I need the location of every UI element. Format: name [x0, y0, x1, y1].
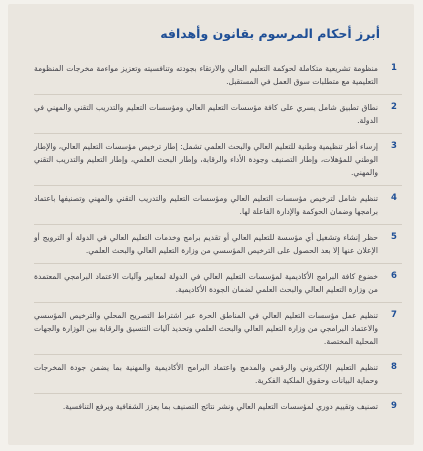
- item-number: 1: [391, 63, 397, 73]
- list-item: [34, 192, 402, 218]
- page-title: أبرز أحكام المرسوم بقانون وأهدافه: [160, 26, 380, 41]
- divider: [34, 224, 402, 225]
- list-item: [34, 309, 402, 348]
- provisions-list: [34, 62, 402, 419]
- item-text: إرساء أطر تنظيمية وطنية للتعليم العالي والبحث العلمي تشمل: إطار ترخيص مؤسسات التعليم العالي، والإطار الوطني للمؤهلات، وإطار التصنيف وجودة الأداء والرقابة، وإطار البحث العلمي، وإطار التعليم والتدريب التقني والمهني.: [34, 142, 378, 177]
- list-item: [34, 270, 402, 296]
- item-text: منظومة تشريعية متكاملة لحوكمة التعليم العالي والارتقاء بجودته وتنافسيته وتعزيز مواءمة مخرجات المنظومة التعليمية مع متطلبات سوق العمل في المستقبل.: [34, 64, 378, 86]
- item-number: 8: [391, 362, 397, 372]
- list-item: [34, 400, 402, 413]
- item-text: حظر إنشاء وتشغيل أي مؤسسة للتعليم العالي أو تقديم برامج وخدمات التعليم العالي في الدولة أو الترويج أو الإعلان عنها إلا بعد الحصول على الترخيص المؤسسي من وزارة التعليم العالي والبحث العلمي.: [34, 233, 378, 255]
- divider: [34, 263, 402, 264]
- divider: [34, 185, 402, 186]
- divider: [34, 302, 402, 303]
- item-text: تنظيم عمل مؤسسات التعليم العالي في المناطق الحرة عبر اشتراط التصريح المحلي والترخيص المؤسسي والاعتماد البرامجي من وزارة التعليم العالي والبحث العلمي وتحديد آليات التنسيق والرقابة بين الوزارة والجهات المحلية المختصة.: [34, 311, 378, 346]
- item-number: 4: [391, 193, 397, 203]
- list-item: [34, 140, 402, 179]
- list-item: [34, 62, 402, 88]
- divider: [34, 133, 402, 134]
- item-text: تصنيف وتقييم دوري لمؤسسات التعليم العالي ونشر نتائج التصنيف بما يعزز الشفافية ويرفع التنافسية.: [62, 402, 378, 411]
- item-number: 7: [391, 310, 397, 320]
- list-item: [34, 361, 402, 387]
- divider: [34, 354, 402, 355]
- item-number: 5: [391, 232, 397, 242]
- item-text: نطاق تطبيق شامل يسري على كافة مؤسسات التعليم العالي ومؤسسات التعليم والتدريب التقني والمهني في الدولة.: [34, 103, 378, 125]
- item-number: 6: [391, 271, 397, 281]
- item-text: تنظيم شامل لترخيص مؤسسات التعليم العالي ومؤسسات التعليم والتدريب التقني والمهني وتصنيفها باعتماد برامجها وضمان الحوكمة والإدارة الفاعلة لها.: [34, 194, 378, 216]
- content-panel: [8, 4, 414, 445]
- item-number: 9: [391, 401, 397, 411]
- list-item: [34, 231, 402, 257]
- divider: [34, 94, 402, 95]
- item-number: 3: [391, 141, 397, 151]
- item-text: تنظيم التعليم الإلكتروني والرقمي والمدمج واعتماد البرامج الأكاديمية والمهنية بما يضمن جودة المخرجات وحماية البيانات وحقوق الملكية الفكرية.: [34, 363, 378, 385]
- list-item: [34, 101, 402, 127]
- item-text: خضوع كافة البرامج الأكاديمية لمؤسسات التعليم العالي في الدولة لمعايير وآليات الاعتماد البرامجي المعتمدة من وزارة التعليم العالي والبحث العلمي لضمان الجودة الأكاديمية.: [34, 272, 378, 294]
- item-number: 2: [391, 102, 397, 112]
- divider: [34, 393, 402, 394]
